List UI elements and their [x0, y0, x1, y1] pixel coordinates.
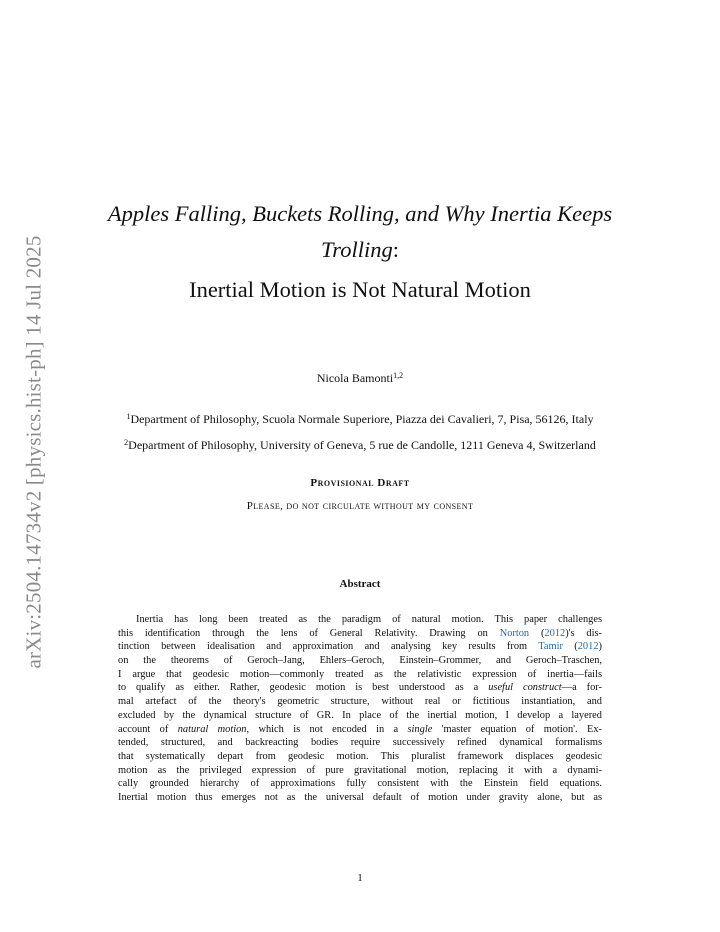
emphasis-single: single: [407, 723, 433, 735]
emphasis-useful-suffix: —a for-: [561, 682, 602, 694]
subtitle: Inertial Motion is Not Natural Motion: [189, 277, 531, 302]
abstract-line: I argue that geodesic motion—commonly treated as the relativistic expression of inertia—fails: [118, 668, 602, 680]
abstract-line-text: tinction between idealisation and approximation and analysing key results from: [118, 641, 528, 653]
abstract-line: excluded by the dynamical structure of GR. In place of the inertial motion, I develop a layered: [118, 709, 602, 721]
abstract-heading: Abstract: [339, 578, 381, 590]
citation-norton-link[interactable]: Norton: [499, 627, 530, 639]
abstract-line: Inertia has long been treated as the paradigm of natural motion. This paper challenges: [136, 614, 602, 625]
title-block: [60, 196, 660, 308]
emphasis-natural-suffix: , which is not encoded in a: [246, 723, 399, 735]
title-line-2-text: Trolling: [321, 237, 393, 262]
provisional-draft-label: Provisional Draft: [310, 477, 410, 489]
abstract-line-text: this identification through the lens of General Relativity. Drawing on: [118, 627, 488, 639]
abstract-line: tended, structured, and backreacting bodies require successively refined dynamical formalisms: [118, 737, 602, 749]
affiliation-2: [0, 438, 720, 453]
abstract-line-text: account of: [118, 723, 169, 735]
abstract-line: mal artefact of the theory's geometric structure, without real or fictitious instantiation, and: [118, 696, 602, 708]
circulation-note: Please, do not circulate without my consent: [246, 500, 474, 512]
abstract-line: [118, 723, 602, 737]
title-colon: :: [392, 237, 399, 262]
title-line-1: Apples Falling, Buckets Rolling, and Why Inertia Keeps: [107, 201, 613, 226]
emphasis-single-suffix: 'master equation of motion'. Ex-: [441, 723, 602, 735]
abstract-line: tinction between idealisation and approximation and analysing key results from Tamir (2012): [118, 641, 602, 653]
affiliation-1-mark: 1: [126, 412, 131, 421]
author-affiliation-marks: 1,2: [393, 371, 404, 380]
abstract-line: motion as the privileged expression of pure gravitational motion, replacing it with a dynami-: [118, 764, 602, 776]
abstract-line-text: to qualify as either. Rather, geodesic motion is best understood as a: [118, 682, 479, 694]
author-name: Nicola Bamonti: [316, 371, 394, 385]
page-number: 1: [357, 872, 363, 884]
emphasis-natural-motion: natural motion: [177, 723, 247, 735]
affiliation-1: [0, 412, 720, 427]
abstract-line: Inertial motion thus emerges not as the universal default of motion under gravity alone, but as: [118, 791, 602, 803]
affiliation-2-mark: 2: [124, 438, 129, 447]
affiliation-2-text: Department of Philosophy, University of Geneva, 5 rue de Candolle, 1211 Geneva 4, Switzerland: [128, 438, 596, 452]
citation-tamir-link[interactable]: Tamir: [538, 641, 563, 653]
emphasis-useful-construct: useful construct: [488, 682, 562, 694]
citation-tamir-year-link[interactable]: 2012: [577, 641, 599, 653]
abstract-line: [118, 681, 602, 695]
author: [0, 371, 720, 386]
citation-norton-suffix: 's dis-: [568, 627, 602, 639]
citation-norton-year-link[interactable]: 2012: [544, 627, 566, 639]
title-line-2: [60, 232, 660, 268]
abstract-line: cally grounded hierarchy of approximations fully consistent with the Einstein field equations.: [118, 778, 602, 790]
affiliation-1-text: Department of Philosophy, Scuola Normale Superiore, Piazza dei Cavalieri, 7, Pisa, 56126, Italy: [130, 412, 594, 426]
arxiv-identifier-stamp: arXiv:2504.14734v2 [physics.hist-ph] 14 Jul 2025: [21, 235, 46, 669]
abstract-line: on the theorems of Geroch–Jang, Ehlers–Geroch, Einstein–Grommer, and Geroch–Traschen,: [118, 655, 602, 667]
abstract-line: that systematically depart from geodesic motion. This pluralist framework displaces geodesic: [118, 750, 602, 762]
abstract-body: [118, 613, 602, 805]
abstract-line: this identification through the lens of General Relativity. Drawing on Norton (2012)'s dis-: [118, 627, 602, 639]
